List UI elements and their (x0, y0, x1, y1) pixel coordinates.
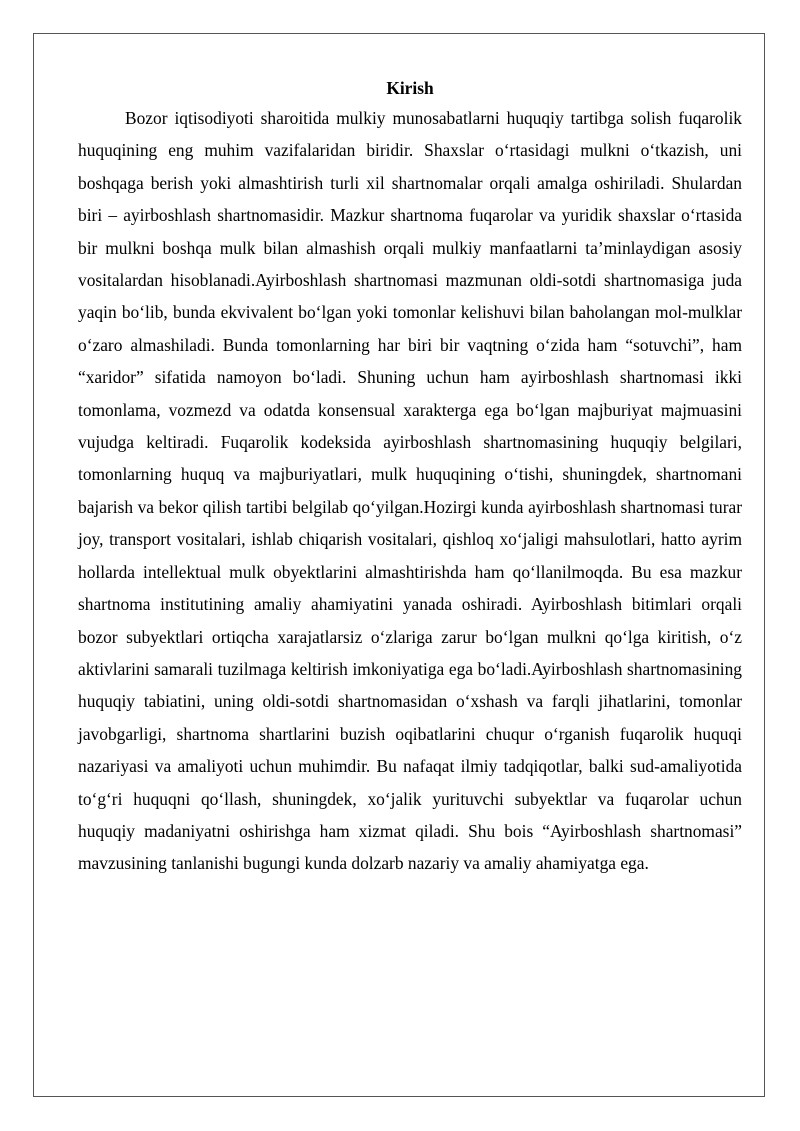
document-paragraph: Bozor iqtisodiyoti sharoitida mulkiy munosabatlarni huquqiy tartibga solish fuqarolik huquqining eng muhim vazifalaridan biridir. Shaxslar o‘rtasidagi mulkni o‘tkazish, uni boshqaga berish yoki almashtirish turli xil shartnomalar orqali amalga oshiriladi. Shulardan biri – ayirboshlash shartnomasidir. Mazkur shartnoma fuqarolar va yuridik shaxslar o‘rtasida bir mulkni boshqa mulk bilan almashish orqali mulkiy manfaatlarni ta’minlaydigan asosiy vositalardan hisoblanadi.Ayirboshlash shartnomasi mazmunan oldi-sotdi shartnomasiga juda yaqin bo‘lib, bunda ekvivalent bo‘lgan yoki tomonlar kelishuvi bilan baholangan mol-mulklar o‘zaro almashiladi. Bunda tomonlarning har biri bir vaqtning o‘zida ham “sotuvchi”, ham “xaridor” sifatida namoyon bo‘ladi. Shuning uchun ham ayirboshlash shartnomasi ikki tomonlama, vozmezd va odatda konsensual xarakterga ega bo‘lgan majburiyat majmuasini vujudga keltiradi. Fuqarolik kodeksida ayirboshlash shartnomasining huquqiy belgilari, tomonlarning huquq va majburiyatlari, mulk huquqining o‘tishi, shuningdek, shartnomani bajarish va bekor qilish tartibi belgilab qo‘yilgan.Hozirgi kunda ayirboshlash shartnomasi turar joy, transport vositalari, ishlab chiqarish vositalari, qishloq xo‘jaligi mahsulotlari, hatto ayrim hollarda intellektual mulk obyektlarini almashtirishda ham qo‘llanilmoqda. Bu esa mazkur shartnoma institutining amaliy ahamiyatini yanada oshiradi. Ayirboshlash bitimlari orqali bozor subyektlari ortiqcha xarajatlarsiz o‘zlariga zarur bo‘lgan mulkni qo‘lga kiritish, o‘z aktivlarini samarali tuzilmaga keltirish imkoniyatiga ega bo‘ladi.Ayirboshlash shartnomasining huquqiy tabiatini, uning oldi-sotdi shartnomasidan o‘xshash va farqli jihatlarini, tomonlar javobgarligi, shartnoma shartlarini buzish oqibatlarini chuqur o‘rganish fuqarolik huquqi nazariyasi va amaliyoti uchun muhimdir. Bu nafaqat ilmiy tadqiqotlar, balki sud-amaliyotida to‘g‘ri huquqni qo‘llash, shuningdek, xo‘jalik yurituvchi subyektlar va fuqarolar uchun huquqiy madaniyatni oshirishga ham xizmat qiladi. Shu bois “Ayirboshlash shartnomasi” mavzusining tanlanishi bugungi kunda dolzarb nazariy va amaliy ahamiyatga ega. (78, 108, 742, 874)
document-body (78, 74, 742, 880)
document-title: Kirish (386, 78, 434, 98)
